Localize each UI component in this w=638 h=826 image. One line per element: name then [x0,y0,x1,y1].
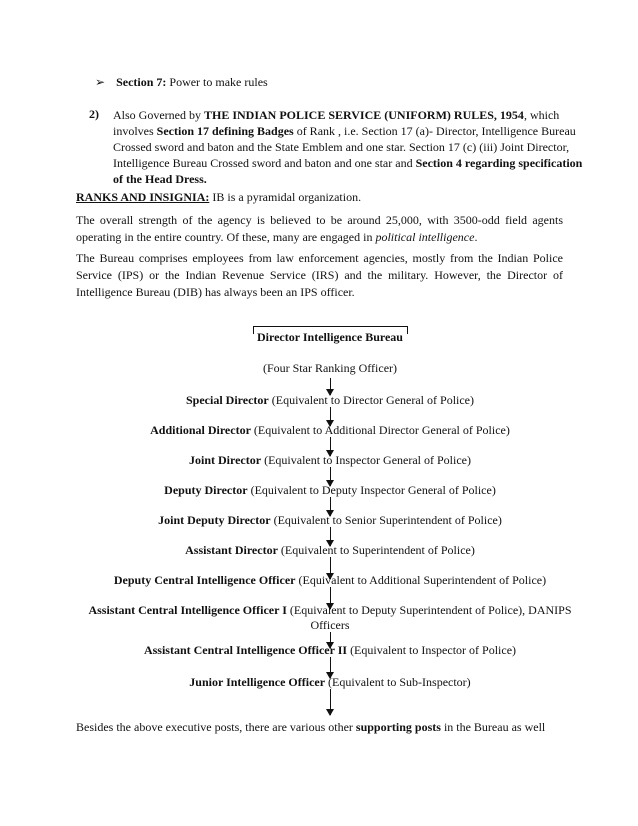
ranks-line [76,190,361,205]
section-7-label: Section 7: [116,75,167,89]
rank-joint-deputy-director: Joint Deputy Director (Equivalent to Senior Superintendent of Police) [158,513,502,527]
rank-acio-1: Assistant Central Intelligence Officer I (Equivalent to Deputy Superintendent of Police), DANIPS [88,603,572,617]
rank-additional-director: Additional Director (Equivalent to Additional Director General of Police) [150,423,510,437]
rank-acio-2: Assistant Central Intelligence Officer II (Equivalent to Inspector of Police) [143,643,517,657]
paragraph-composition: The Bureau comprises employees from law enforcement agencies, mostly from the Indian Police Service (IPS) or the Indian Revenue Service (IRS) and the military. However, the Director of Intelligence Bureau (DIB) has always been an IPS officer. [76,251,563,299]
footer-line: Besides the above executive posts, there are various other supporting posts in the Bureau as well [76,720,546,734]
item-2-block [113,107,583,187]
ranks-heading: RANKS AND INSIGNIA: [76,190,210,204]
item-2-line-4: Intelligence Bureau Crossed sword and baton and one star and Section 4 regarding specification [113,156,583,170]
section-7-text: Power to make rules [169,75,268,89]
political-intelligence: political intelligence [375,230,475,244]
rank-assistant-director: Assistant Director (Equivalent to Superintendent of Police) [185,543,475,557]
bullet-section-7 [95,75,268,90]
rank-special-director: Special Director (Equivalent to Director General of Police) [185,393,475,407]
director-ib: Director Intelligence Bureau [257,330,403,344]
item-2-line-3: Crossed sword and baton and the State Emblem and one star. Section 17 (c) (iii) Joint Director, [113,140,570,154]
arrow-down-icon [330,689,331,715]
paragraph-strength: The overall strength of the agency is believed to be around 25,000, with 3500-odd field agents operating in the entire country. Of these, many are engaged in political intelligence. [76,213,563,244]
rank-deputy-director: Deputy Director (Equivalent to Deputy Inspector General of Police) [164,483,496,497]
four-star-note: (Four Star Ranking Officer) [262,361,398,375]
item-2-number: 2) [89,107,99,121]
ranks-text: IB is a pyramidal organization. [209,190,362,204]
supporting-posts: supporting posts [355,720,441,734]
rank-acio-1-cont: Officers [310,618,350,632]
rank-dcio: Deputy Central Intelligence Officer (Equivalent to Additional Superintendent of Police) [113,573,547,587]
rank-jio: Junior Intelligence Officer (Equivalent to Sub-Inspector) [189,675,471,689]
item-2-line-1: Also Governed by THE INDIAN POLICE SERVICE (UNIFORM) RULES, 1954, which [113,108,560,122]
uniform-rules: THE INDIAN POLICE SERVICE (UNIFORM) RULES, 1954 [203,108,524,122]
item-2-line-2: involves Section 17 defining Badges of Rank , i.e. Section 17 (a)- Director, Intelligence Bureau [113,124,576,138]
bullet-marker: ➢ [95,75,106,89]
item-2-line-5: of the Head Dress. [113,172,207,186]
rank-joint-director: Joint Director (Equivalent to Inspector General of Police) [188,453,472,467]
